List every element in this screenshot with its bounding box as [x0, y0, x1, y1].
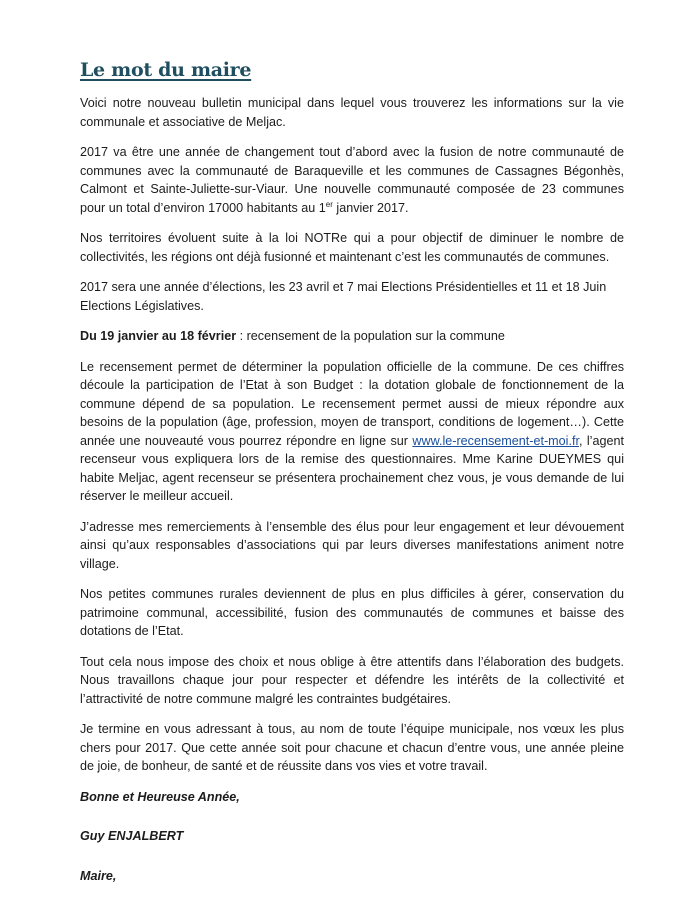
census-text: Le recensement permet de déterminer la population officielle de la commune. De ces chiffres découle la participation de l’Etat à son Budget : la dotation globale de fonctionnement de la commune dépend de sa population. Le recensement permet aussi de mieux répondre aux besoins de la population (âge, profession, moyen de transport, conditions de logement…). Cette année une nouveauté vous pourrez répondre en ligne sur	[80, 359, 624, 448]
community-merger-paragraph	[80, 143, 624, 217]
census-paragraph	[80, 358, 624, 506]
merger-text-end: janvier 2017.	[332, 200, 409, 215]
notre-law-paragraph: Nos territoires évoluent suite à la loi NOTRe qui a pour objectif de diminuer le nombre de collectivités, les régions ont déjà fusionné et maintenant c’est les communautés de communes.	[80, 231, 624, 264]
signature-role: Maire,	[80, 868, 117, 883]
intro-paragraph: Voici notre nouveau bulletin municipal dans lequel vous trouverez les informations sur la vie communale et associative de Meljac.	[80, 96, 624, 129]
census-heading-text: : recensement de la population sur la commune	[236, 329, 505, 343]
census-text-end: , l’agent recenseur vous expliquera lors de la remise des questionnaires. Mme Karine DUEYMES qui habite Meljac, agent recenseur se présentera prochainement chez vous, je vous demande de lui réserver le meilleur accueil.	[80, 433, 624, 503]
elections-paragraph: 2017 sera une année d’élections, les 23 avril et 7 mai Elections Présidentielles et 11 et 18 Juin Elections Législatives.	[80, 280, 607, 313]
page-title: Le mot du maire	[80, 59, 252, 81]
superscript-er: er	[325, 199, 333, 209]
merger-text: 2017 va être une année de changement tout d’abord avec la fusion de notre communauté de communes avec la communauté de Baraqueville et les communes de Cassagnes Bégonhès, Calmont et Sainte-Juliette-sur-Viaur. Une nouvelle communauté composée de 23 communes pour un total d’environ 17000 habitants au 1	[80, 145, 624, 215]
census-website-link[interactable]: www.le-recensement-et-moi.fr	[412, 433, 579, 448]
signature-name: Guy ENJALBERT	[80, 829, 184, 843]
wishes-paragraph: Je termine en vous adressant à tous, au nom de toute l’équipe municipale, nos vœux les plus chers pour 2017. Que cette année soit pour chacune et chacun d’entre vous, une année pleine de joie, de bonheur, de santé et de réussite dans vos vies et votre travail.	[80, 722, 624, 773]
rural-communes-paragraph: Nos petites communes rurales deviennent de plus en plus difficiles à gérer, conservation du patrimoine communal, accessibilité, fusion des communautés de communes et baisse des dotations de l’Etat.	[80, 587, 624, 638]
thanks-paragraph: J’adresse mes remerciements à l’ensemble des élus pour leur engagement et leur dévouement ainsi qu’aux responsables d’associations qui par leurs diverses manifestations animent notre village.	[80, 519, 624, 571]
document-page	[80, 58, 624, 906]
greeting: Bonne et Heureuse Année,	[80, 789, 240, 804]
census-dates: Du 19 janvier au 18 février	[80, 329, 237, 343]
census-heading	[80, 327, 624, 346]
budget-paragraph: Tout cela nous impose des choix et nous oblige à être attentifs dans l’élaboration des budgets. Nous travaillons chaque jour pour respecter et défendre les intérêts de la collectivité et l’attractivité de notre commune malgré les contraintes budgétaires.	[80, 654, 624, 706]
